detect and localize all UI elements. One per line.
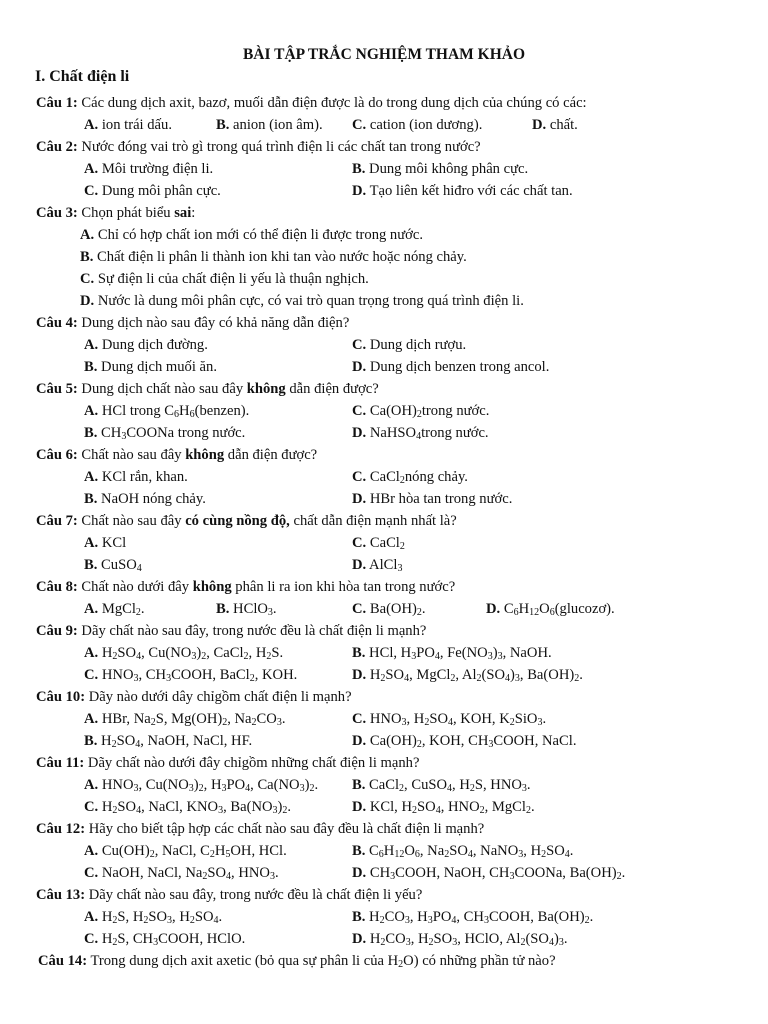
option-letter: C. — [352, 711, 367, 727]
option-text: CaCl$_2$nóng chảy. — [369, 469, 468, 486]
option-b[interactable] — [352, 158, 528, 180]
option-text: MgCl$_2$. — [101, 601, 145, 618]
option-letter: B. — [84, 733, 98, 749]
option-letter: A. — [84, 711, 99, 727]
section-heading: I. Chất điện li — [35, 68, 130, 85]
option-b[interactable] — [84, 488, 206, 510]
option-letter: C. — [84, 667, 99, 683]
option-text: KCl, $H_2SO_4$, $HNO_2$, MgCl$_2$. — [369, 799, 535, 816]
option-text: NaHSO$_4$trong nước. — [369, 425, 489, 442]
page-title: BÀI TẬP TRẮC NGHIỆM THAM KHẢO — [242, 46, 526, 63]
option-text: HCl trong $C_6H_6(benzen)$. — [101, 403, 250, 420]
question-5 — [36, 378, 379, 400]
option-c[interactable] — [352, 334, 466, 356]
option-letter: B. — [216, 117, 230, 133]
question-8 — [36, 576, 455, 598]
option-d[interactable] — [352, 664, 583, 690]
option-letter: A. — [84, 535, 99, 551]
option-c[interactable] — [80, 268, 369, 290]
option-text: Chất điện li phân li thành ion khi tan vào nước hoặc nóng chảy. — [97, 249, 467, 265]
option-c[interactable] — [84, 180, 221, 202]
question-text-tail: dẫn điện được? — [285, 381, 379, 397]
option-a[interactable] — [84, 334, 208, 356]
question-3 — [36, 202, 195, 224]
question-label: Câu 10: — [36, 689, 86, 705]
option-text: HBr, $Na_2S$, $Mg(OH)_2$, $Na_2CO_3$. — [101, 711, 286, 728]
question-text: Dung dịch nào sau đây có khả năng dẫn điện? — [81, 315, 350, 331]
option-b[interactable] — [216, 114, 323, 136]
option-text: $H_2SO_4$, MgCl$_2$, $Al_2(SO_4)_3$, $Ba(OH)_2$. — [369, 667, 583, 684]
option-text: $Cu(OH)_2$, NaCl, $C_2H_5OH$, HCl. — [101, 843, 287, 860]
option-text: $C_6H_{12}O_6(glucozơ)$. — [503, 601, 615, 618]
option-d[interactable] — [352, 180, 573, 202]
option-letter: B. — [84, 557, 98, 573]
option-letter: B. — [216, 601, 230, 617]
option-letter: C. — [80, 271, 95, 287]
option-letter: D. — [352, 733, 367, 749]
question-label: Câu 3: — [36, 205, 78, 221]
option-text: $H_2CO_3$, $H_3PO_4$, $CH_3COOH$, $Ba(OH)_2$. — [369, 909, 594, 926]
option-text: anion (ion âm). — [233, 117, 323, 133]
option-text: $H_2S$, $H_2SO_3$, $H_2SO_4$. — [101, 909, 223, 926]
option-text: $H_2SO_4$, $Cu(NO_3)_2$, CaCl$_2$, $H_2S$. — [101, 645, 284, 662]
option-text: Dung môi không phân cực. — [369, 161, 529, 177]
option-text: cation (ion dương). — [369, 117, 483, 133]
option-text: $Ca(OH)_2$, KOH, $CH_3COOH$, NaCl. — [369, 733, 577, 750]
question-1 — [36, 92, 587, 114]
option-text: Sự điện li của chất điện li yếu là thuận nghịch. — [97, 271, 369, 287]
option-d[interactable] — [486, 598, 615, 624]
option-text: HClO$_3$. — [233, 601, 277, 618]
option-text: CaCl$_2$ — [369, 535, 405, 552]
question-label: Câu 14: — [38, 953, 88, 969]
option-letter: D. — [352, 667, 367, 683]
option-text: chất. — [549, 117, 578, 133]
option-text: KCl rắn, khan. — [101, 469, 188, 485]
option-letter: B. — [352, 161, 366, 177]
option-letter: C. — [352, 469, 367, 485]
option-text: Dung dịch muối ăn. — [101, 359, 217, 375]
option-letter: B. — [84, 359, 98, 375]
option-letter: A. — [84, 161, 99, 177]
question-text: Chất nào sau đây — [81, 447, 186, 463]
option-d[interactable] — [352, 488, 512, 510]
option-letter: B. — [352, 843, 366, 859]
option-c[interactable] — [352, 114, 482, 136]
option-d[interactable] — [80, 290, 524, 312]
option-text: AlCl$_3$ — [369, 557, 403, 574]
option-letter: C. — [352, 117, 367, 133]
question-emphasis: không — [246, 381, 286, 397]
question-label: Câu 8: — [36, 579, 78, 595]
option-text: $H_2S$, $CH_3COOH$, HClO. — [101, 931, 246, 948]
question-text-tail: : — [191, 205, 196, 221]
option-b[interactable] — [84, 356, 217, 378]
option-text: $CH_3COONa$ trong nước. — [101, 425, 246, 442]
option-letter: C. — [84, 931, 99, 947]
option-letter: B. — [84, 425, 98, 441]
question-2 — [36, 136, 481, 158]
question-label: Câu 1: — [36, 95, 78, 111]
option-text: $HNO_3$, $H_2SO_4$, KOH, $K_2SiO_3$. — [369, 711, 547, 728]
option-letter: D. — [352, 931, 367, 947]
question-text: Dãy chất nào sau đây, trong nước đều là chất điện li mạnh? — [81, 623, 427, 639]
option-text: $Ca(OH)_2trong$ nước. — [369, 403, 490, 420]
question-9 — [36, 620, 426, 642]
option-a[interactable] — [84, 114, 172, 136]
option-letter: A. — [84, 403, 99, 419]
option-text: $H_2SO_4$, NaCl, $KNO_3$, $Ba(NO_3)_2$. — [101, 799, 292, 816]
option-text: $H_2SO_4$, NaOH, NaCl, HF. — [101, 733, 253, 750]
question-text: Chất nào sau đây — [81, 513, 186, 529]
question-label: Câu 6: — [36, 447, 78, 463]
option-text: CaCl$_2$, CuSO$_4$, $H_2S$, $HNO_3$. — [369, 777, 531, 794]
question-emphasis: không — [185, 447, 225, 463]
option-letter: D. — [532, 117, 547, 133]
option-text: $C_6H_{12}O_6$, $Na_2SO_4$, NaNO$_3$, $H_2SO_4$. — [369, 843, 574, 860]
question-label: Câu 7: — [36, 513, 78, 529]
question-text: Trong dung dịch axit axetic (bỏ qua sự phân li của $H_2O$) có những phần tử nào? — [90, 953, 556, 970]
option-letter: B. — [84, 491, 98, 507]
option-text: Dung dịch rượu. — [369, 337, 467, 353]
question-label: Câu 11: — [36, 755, 85, 771]
question-text-tail: chất dẫn điện mạnh nhất là? — [289, 513, 457, 529]
option-text: $HNO_3$, $Cu(NO_3)_2$, $H_3PO_4$, $Ca(NO_3)_2$. — [101, 777, 319, 794]
option-letter: A. — [84, 337, 99, 353]
question-7 — [36, 510, 457, 532]
option-d[interactable] — [532, 114, 578, 136]
question-text-tail: phân li ra ion khi hòa tan trong nước? — [231, 579, 456, 595]
option-text: Tạo liên kết hiđro với các chất tan. — [369, 183, 573, 199]
option-letter: A. — [84, 117, 99, 133]
option-letter: C. — [84, 799, 99, 815]
question-text: Chất nào dưới đây — [81, 579, 193, 595]
question-label: Câu 9: — [36, 623, 78, 639]
option-letter: A. — [84, 601, 99, 617]
option-letter: D. — [80, 293, 95, 309]
question-text: Nước đóng vai trò gì trong quá trình điện li các chất tan trong nước? — [81, 139, 481, 155]
option-letter: D. — [352, 359, 367, 375]
option-d[interactable] — [352, 356, 549, 378]
option-text: $HNO_3$, $CH_3COOH$, BaCl$_2$, KOH. — [101, 667, 298, 684]
question-text: Dung dịch chất nào sau đây — [81, 381, 247, 397]
option-a[interactable] — [80, 224, 423, 246]
option-letter: B. — [352, 645, 366, 661]
question-label: Câu 2: — [36, 139, 78, 155]
option-letter: A. — [80, 227, 95, 243]
option-letter: C. — [84, 865, 99, 881]
option-text: Chỉ có hợp chất ion mới có thể điện li được trong nước. — [97, 227, 423, 243]
option-text: HCl, $H_3PO_4$, $Fe(NO_3)_3$, NaOH. — [369, 645, 552, 662]
question-text: Dãy chất nào dưới đây chỉgồm những chất điện li mạnh? — [87, 755, 420, 771]
option-letter: C. — [84, 183, 99, 199]
option-text: Môi trường điện li. — [101, 161, 214, 177]
option-text: CuSO$_4$ — [101, 557, 142, 574]
option-letter: B. — [80, 249, 94, 265]
question-label: Câu 4: — [36, 315, 78, 331]
question-label: Câu 13: — [36, 887, 86, 903]
option-letter: D. — [352, 799, 367, 815]
question-label: Câu 5: — [36, 381, 78, 397]
option-text: $CH_3COOH$, NaOH, $CH_3COONa$, $Ba(OH)_2$. — [369, 865, 626, 882]
question-11 — [36, 752, 419, 774]
question-text-tail: dẫn điện được? — [224, 447, 318, 463]
option-letter: D. — [352, 183, 367, 199]
question-text: Hãy cho biết tập hợp các chất nào sau đây đều là chất điện li mạnh? — [88, 821, 485, 837]
option-letter: C. — [352, 601, 367, 617]
question-emphasis: không — [192, 579, 232, 595]
option-letter: D. — [352, 491, 367, 507]
question-emphasis: có cùng nồng độ, — [185, 513, 290, 529]
option-text: ion trái dấu. — [101, 117, 172, 133]
option-a[interactable] — [84, 158, 213, 180]
option-text: $Ba(OH)_2$. — [369, 601, 426, 618]
option-letter: B. — [352, 777, 366, 793]
option-letter: C. — [352, 403, 367, 419]
option-letter: C. — [352, 337, 367, 353]
question-12 — [36, 818, 484, 840]
question-text: Chọn phát biểu — [81, 205, 175, 221]
question-label: Câu 12: — [36, 821, 86, 837]
option-a[interactable] — [84, 532, 126, 554]
option-text: Nước là dung môi phân cực, có vai trò quan trọng trong quá trình điện li. — [97, 293, 524, 309]
option-letter: A. — [84, 645, 99, 661]
question-text: Dãy chất nào sau đây, trong nước đều là chất điện li yếu? — [88, 887, 423, 903]
option-text: HBr hòa tan trong nước. — [369, 491, 513, 507]
option-b[interactable] — [80, 246, 467, 268]
option-letter: D. — [352, 865, 367, 881]
option-text: $H_2CO_3$, $H_2SO_3$, HClO, $Al_2(SO_4)_3$. — [369, 931, 568, 948]
option-letter: A. — [84, 469, 99, 485]
question-text: Dãy nào dưới dây chỉgồm chất điện li mạnh? — [88, 689, 352, 705]
option-letter: A. — [84, 843, 99, 859]
option-letter: D. — [486, 601, 501, 617]
option-text: NaOH nóng chảy. — [101, 491, 206, 507]
option-text: NaOH, NaCl, $Na_2SO_4$, $HNO_3$. — [101, 865, 279, 882]
question-emphasis: sai — [174, 205, 192, 221]
option-text: KCl — [101, 535, 127, 551]
option-letter: B. — [352, 909, 366, 925]
option-a[interactable] — [84, 466, 188, 488]
option-letter: C. — [352, 535, 367, 551]
question-text: Các dung dịch axit, bazơ, muối dẫn điện được là do trong dung dịch của chúng có các: — [81, 95, 587, 111]
question-13 — [36, 884, 422, 906]
option-text: Dung môi phân cực. — [101, 183, 221, 199]
question-6 — [36, 444, 317, 466]
option-text: Dung dịch benzen trong ancol. — [369, 359, 550, 375]
question-14 — [38, 950, 556, 972]
option-letter: A. — [84, 777, 99, 793]
option-d[interactable] — [352, 422, 489, 448]
option-letter: D. — [352, 557, 367, 573]
option-letter: A. — [84, 909, 99, 925]
question-4 — [36, 312, 349, 334]
question-10 — [36, 686, 352, 708]
option-text: Dung dịch đường. — [101, 337, 208, 353]
option-letter: D. — [352, 425, 367, 441]
